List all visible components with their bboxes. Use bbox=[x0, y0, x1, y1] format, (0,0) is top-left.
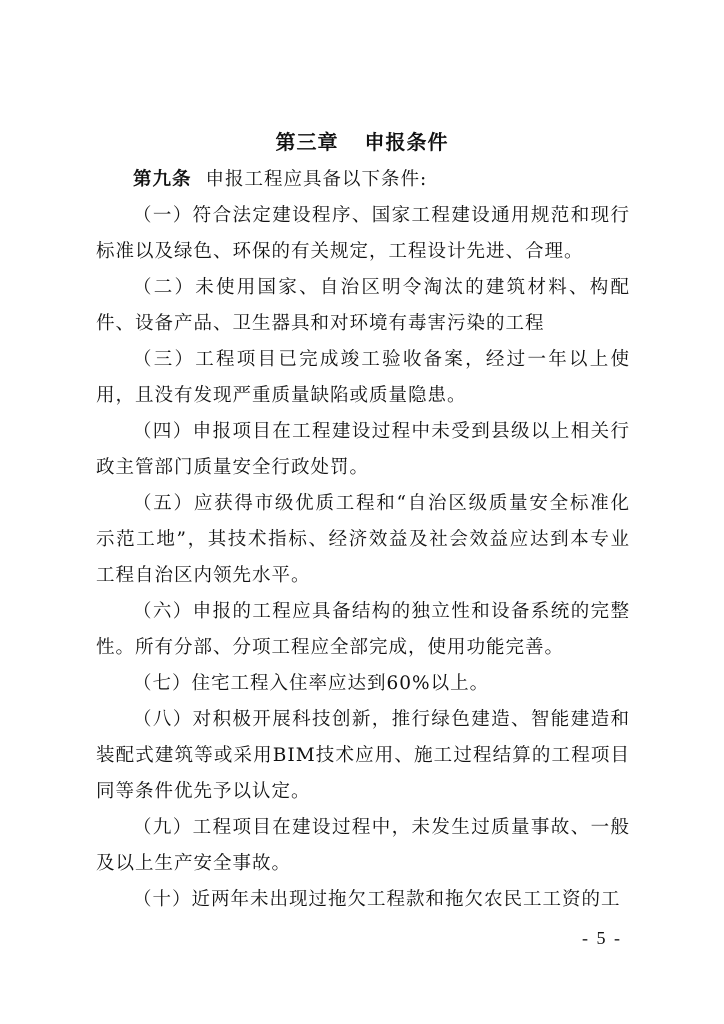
condition-9: （九）工程项目在建设过程中，未发生过质量事故、一般及以上生产安全事故。 bbox=[96, 817, 630, 874]
chapter-number: 第三章 bbox=[275, 130, 339, 154]
chapter-heading bbox=[0, 128, 724, 156]
article-intro: 申报工程应具备以下条件: bbox=[205, 169, 428, 190]
article-paragraph bbox=[96, 162, 630, 198]
article-label: 第九条 bbox=[133, 169, 192, 190]
condition-5: （五）应获得市级优质工程和“自治区级质量安全标准化示范工地”，其技术指标、经济效益及社会效益应达到本专业工程自治区内领先水平。 bbox=[96, 493, 630, 586]
condition-8: （八）对积极开展科技创新，推行绿色建造、智能建造和装配式建筑等或采用BIM技术应用、施工过程结算的工程项目同等条件优先予以认定。 bbox=[96, 709, 630, 802]
condition-1: （一）符合法定建设程序、国家工程建设通用规范和现行标准以及绿色、环保的有关规定，工程设计先进、合理。 bbox=[96, 205, 630, 262]
condition-2: （二）未使用国家、自治区明令淘汰的建筑材料、构配件、设备产品、卫生器具和对环境有毒害污染的工程 bbox=[96, 277, 630, 334]
condition-3: （三）工程项目已完成竣工验收备案，经过一年以上使用，且没有发现严重质量缺陷或质量隐患。 bbox=[96, 349, 630, 406]
document-body bbox=[96, 162, 630, 918]
condition-10: （十）近两年未出现过拖欠工程款和拖欠农民工工资的工 bbox=[133, 889, 621, 910]
page-number: - 5 - bbox=[582, 928, 622, 948]
condition-6: （六）申报的工程应具备结构的独立性和设备系统的完整性。所有分部、分项工程应全部完成，使用功能完善。 bbox=[96, 601, 630, 658]
condition-7: （七）住宅工程入住率应达到60%以上。 bbox=[133, 673, 490, 694]
condition-4: （四）申报项目在工程建设过程中未受到县级以上相关行政主管部门质量安全行政处罚。 bbox=[96, 421, 630, 478]
chapter-title: 申报条件 bbox=[364, 130, 449, 154]
